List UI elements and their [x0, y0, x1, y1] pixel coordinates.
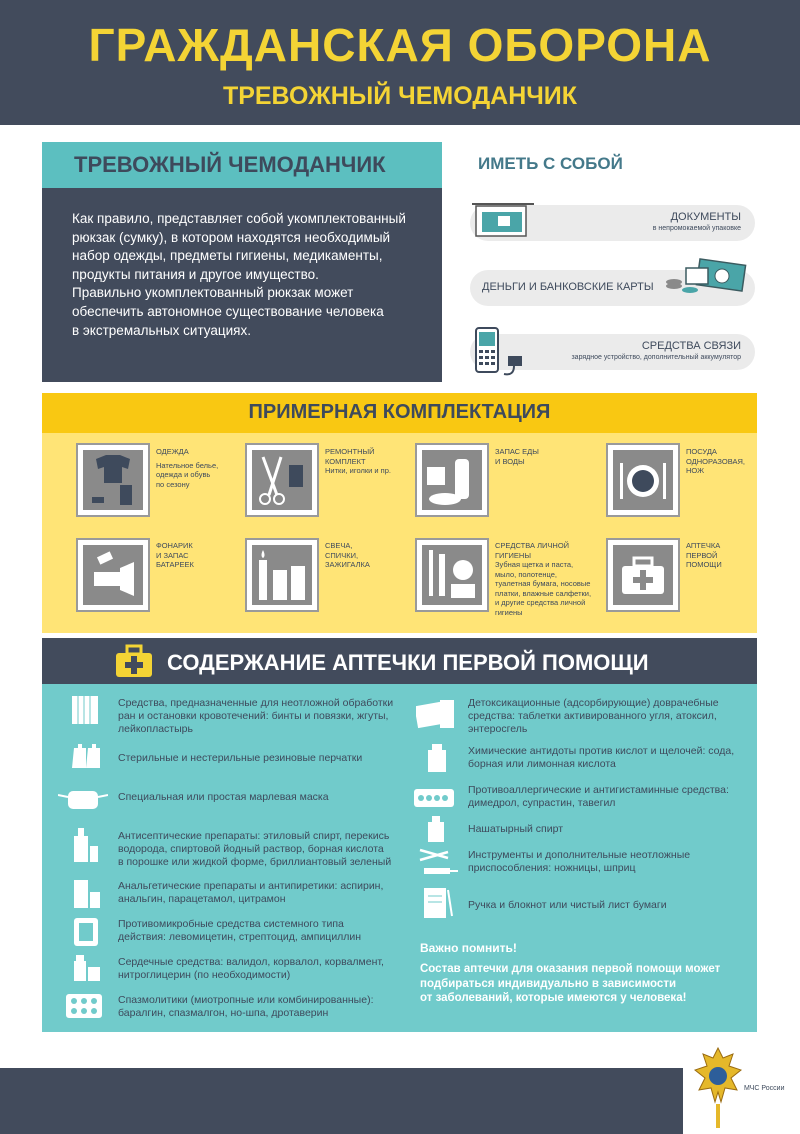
kit-item-label: [495, 447, 575, 466]
kit-item-tableware: [606, 443, 680, 517]
kit-item-desc: Зубная щетка и паста,: [495, 560, 574, 569]
aid-line: нитроглицерин (по необходимости): [118, 969, 291, 981]
clothes-icon: [78, 445, 148, 515]
header-banner: [0, 0, 800, 125]
kit-item-desc: КОМПЛЕКТ: [325, 456, 366, 466]
note-line: Состав аптечки для оказания первой помощи может: [420, 963, 721, 975]
kit-item-desc: И ВОДЫ: [495, 456, 525, 466]
kit-item-desc: и другие средства личной: [495, 598, 586, 607]
kit-item-food: [415, 443, 489, 517]
note-text: [420, 962, 760, 1006]
aid-line: Химические антидоты против кислот и щелочей: сода,: [468, 745, 735, 757]
kit-item-label: [156, 447, 236, 489]
aid-item: [118, 880, 383, 906]
kit-item-label: [325, 541, 405, 570]
aid-line: димедрол, супрастин, тавегил: [468, 797, 616, 809]
kit-item-desc: ЗАЖИГАЛКА: [325, 560, 370, 569]
antimicrobial-icon: [70, 918, 102, 946]
kit-item-name: ПОСУДА: [686, 447, 717, 456]
aid-line: Ручка и блокнот или чистый лист бумаги: [468, 899, 667, 911]
kit-item-label: [325, 447, 405, 476]
kit-item-candle: [245, 538, 319, 612]
notebook-icon: [422, 888, 454, 920]
kit-item-hygiene: [415, 538, 489, 612]
intro-panel: [42, 188, 442, 382]
kit-item-name: ЗАПАС ЕДЫ: [495, 447, 539, 456]
kit-item-desc: ОДНОРАЗОВАЯ,: [686, 456, 745, 466]
antidote-icon: [424, 744, 456, 772]
aid-line: приспособления: ножницы, шприц: [468, 862, 636, 874]
aid-line: ран и остановки кровотечений: бинты и повязки, жгуты,: [118, 710, 389, 722]
aid-item: [468, 745, 734, 771]
page-title: ГРАЖДАНСКАЯ ОБОРОНА: [88, 19, 712, 71]
first-aid-kit-icon: [114, 644, 154, 678]
aid-item: [468, 899, 667, 912]
have-item-label: СРЕДСТВА СВЯЗИ: [641, 340, 741, 352]
analgesic-icon: [70, 880, 102, 908]
footer-bar: [0, 1068, 800, 1134]
have-item-label: ДОКУМЕНТЫ: [670, 211, 741, 223]
kit-item-name: РЕМОНТНЫЙ: [325, 447, 375, 456]
aid-line: Специальная или простая марлевая маска: [118, 791, 329, 803]
intro-line: рюкзак (сумку), в котором находятся необходимый: [72, 229, 391, 245]
gloves-icon: [70, 742, 102, 770]
intro-line: Правильно укомплектованный рюкзак может: [72, 285, 354, 301]
aid-item: [118, 830, 391, 869]
have-item-sub: в непромокаемой упаковке: [652, 225, 741, 232]
aid-item: [468, 849, 690, 875]
first-aid-kit-icon: [608, 540, 678, 610]
kit-item-desc: мыло, полотенце,: [495, 569, 558, 579]
note-title: Важно помнить!: [420, 941, 517, 955]
aid-item: [118, 791, 329, 804]
intro-text: [72, 210, 432, 340]
ammonia-icon: [424, 816, 456, 844]
intro-header: [42, 142, 442, 188]
kit-item-desc: И ЗАПАС: [156, 550, 189, 560]
aid-line: Противомикробные средства системного типа: [118, 918, 344, 930]
cardiac-icon: [70, 955, 102, 983]
kit-item-name: СРЕДСТВА ЛИЧНОЙ: [495, 541, 570, 550]
candle-icon: [247, 540, 317, 610]
intro-title: ТРЕВОЖНЫЙ ЧЕМОДАНЧИК: [74, 152, 386, 177]
intro-line: в экстремальных ситуациях.: [72, 322, 251, 338]
pills-icon: [66, 992, 104, 1020]
antiallergic-icon: [414, 785, 456, 813]
aid-item: [468, 784, 729, 810]
kit-item-desc: одежда и обувь: [156, 470, 211, 479]
aid-line: Противоаллергические и антигистаминные средства:: [468, 784, 729, 796]
aid-line: Средства, предназначенные для неотложной обработки: [118, 697, 394, 709]
kit-item-desc: БАТАРЕЕК: [156, 560, 194, 569]
bandage-icon: [70, 696, 102, 724]
kit-item-name: ОДЕЖДА: [156, 447, 189, 456]
kit-item-desc: платки, влажные салфетки,: [495, 588, 592, 598]
kit-item-label: [686, 447, 756, 476]
aid-line: Детоксикационные (адсорбирующие) доврачебные: [468, 697, 719, 709]
mask-icon: [58, 785, 108, 813]
kit-item-desc: ПОМОЩИ: [686, 560, 722, 569]
aid-item: [468, 823, 563, 836]
have-title: ИМЕТЬ С СОБОЙ: [478, 154, 623, 173]
phone-icon: [470, 326, 530, 380]
aid-header: [42, 638, 757, 684]
kit-item-desc: Нательное белье,: [156, 460, 219, 470]
aid-line: средства: таблетки активированного угля, атоксил,: [468, 710, 717, 722]
hygiene-icon: [417, 540, 487, 610]
kit-item-label: [156, 541, 236, 570]
kit-item-desc: туалетная бумага, носовые: [495, 579, 591, 588]
kit-item-name: АПТЕЧКА: [686, 541, 721, 550]
money-icon: [664, 256, 754, 304]
kit-item-desc: гигиены: [495, 607, 523, 617]
aid-line: действия: левомицетин, стрептоцид, ампициллин: [118, 931, 362, 943]
kit-item-flashlight: [76, 538, 150, 612]
intro-line: обеспечить автономное существование человека: [72, 303, 384, 319]
antiseptic-icon: [70, 828, 102, 862]
aid-line: водорода, спиртовой йодный раствор, борная кислота: [118, 843, 384, 855]
kit-header: [42, 393, 757, 433]
aid-line: баралгин, спазмалгон, но-шпа, дротаверин: [118, 1007, 329, 1019]
note-line: подбираться индивидуально в зависимости: [420, 977, 677, 990]
aid-item: [118, 697, 393, 736]
aid-line: анальгин, парацетамол, цитрамон: [118, 893, 286, 905]
detox-icon: [416, 698, 456, 730]
intro-line: Как правило, представляет собой укомплектованный: [72, 211, 406, 226]
aid-line: Анальгетические препараты и антипиретики: аспирин,: [118, 880, 384, 892]
kit-item-desc: ПЕРВОЙ: [686, 550, 718, 560]
note-line: от заболеваний, которые имеются у человека!: [420, 992, 687, 1004]
documents-icon: [468, 200, 540, 242]
aid-line: Антисептические препараты: этиловый спирт, перекись: [118, 830, 390, 842]
aid-line: Спазмолитики (миотропные или комбинированные):: [118, 994, 374, 1006]
intro-line: продукты питания и другое имущество.: [72, 266, 319, 282]
aid-line: энтеросгель: [468, 723, 528, 735]
intro-line: набор одежды, предметы гигиены, медикаменты,: [72, 248, 383, 264]
kit-item-desc: НОЖ: [686, 466, 705, 475]
aid-item: [118, 752, 362, 765]
aid-line: Инструменты и дополнительные неотложные: [468, 849, 691, 861]
repair-kit-icon: [247, 445, 317, 515]
aid-line: лейкопластырь: [118, 723, 193, 735]
emblem-label: МЧС России: [744, 1085, 785, 1092]
aid-line: Нашатырный спирт: [468, 823, 563, 835]
tableware-icon: [608, 445, 678, 515]
kit-item-name: СВЕЧА,: [325, 541, 353, 550]
aid-item: [468, 697, 719, 736]
aid-item: [118, 918, 361, 944]
kit-item-label: [686, 541, 756, 570]
instruments-icon: [418, 846, 458, 880]
aid-line: Сердечные средства: валидол, корвалол, корвалмент,: [118, 956, 384, 968]
have-item-sub: зарядное устройство, дополнительный аккумулятор: [571, 354, 741, 361]
food-water-icon: [417, 445, 487, 515]
kit-item-desc: СПИЧКИ,: [325, 550, 359, 560]
kit-item-clothes: [76, 443, 150, 517]
aid-title: СОДЕРЖАНИЕ АПТЕЧКИ ПЕРВОЙ ПОМОЩИ: [167, 650, 649, 675]
emblem-icon: [693, 1044, 743, 1130]
page-subtitle: ТРЕВОЖНЫЙ ЧЕМОДАНЧИК: [222, 82, 578, 110]
aid-item: [118, 956, 384, 982]
kit-item-desc: Нитки, иголки и пр.: [325, 466, 391, 475]
have-item-label: ДЕНЬГИ И БАНКОВСКИЕ КАРТЫ: [482, 281, 654, 293]
kit-title: ПРИМЕРНАЯ КОМПЛЕКТАЦИЯ: [248, 401, 551, 423]
aid-line: борная или лимонная кислота: [468, 758, 616, 770]
aid-item: [118, 994, 374, 1020]
kit-item-name: ФОНАРИК: [156, 541, 193, 550]
kit-item-desc: ГИГИЕНЫ: [495, 550, 531, 560]
aid-line: Стерильные и нестерильные резиновые перчатки: [118, 752, 363, 764]
kit-item-repair: [245, 443, 319, 517]
kit-item-desc: по сезону: [156, 479, 190, 489]
kit-item-first-aid: [606, 538, 680, 612]
kit-item-label: [495, 541, 595, 617]
flashlight-icon: [78, 540, 148, 610]
aid-line: в порошке или жидкой форме, бриллиантовый зеленый: [118, 856, 392, 868]
